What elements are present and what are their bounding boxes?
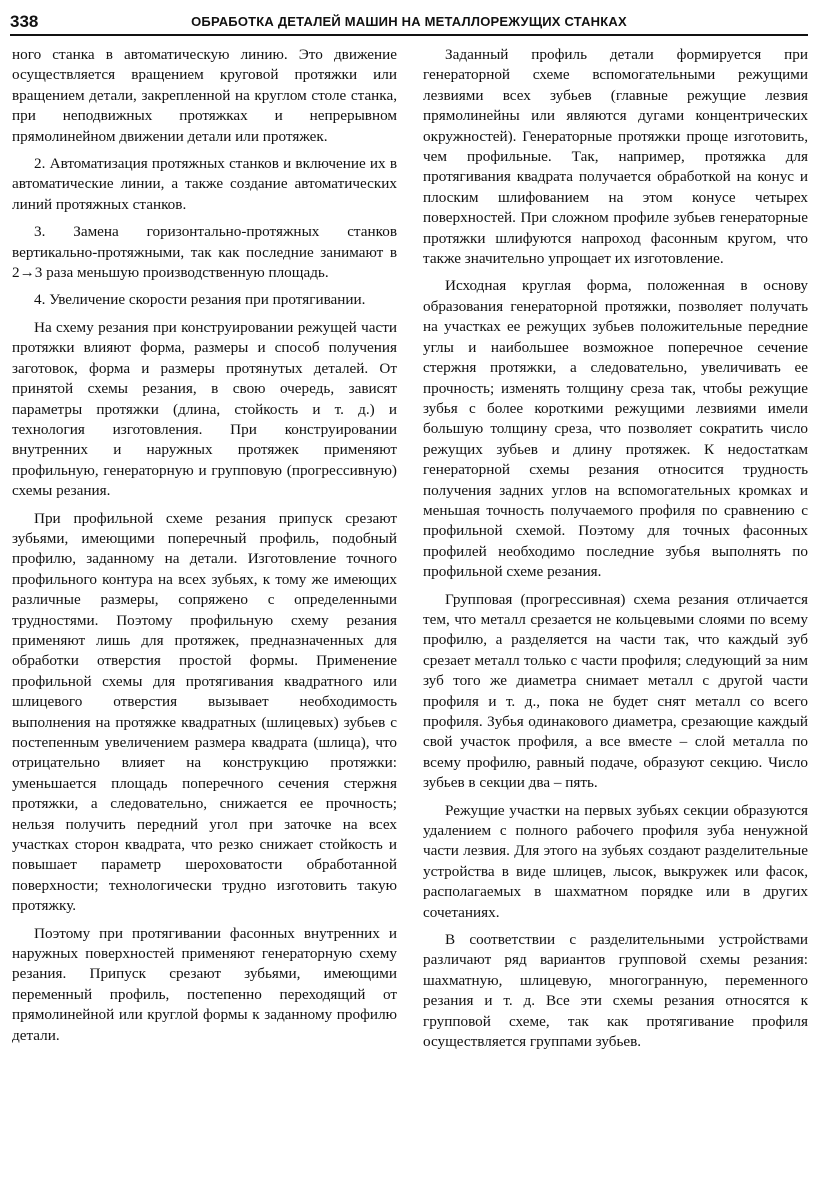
paragraph: На схему резания при конструировании режущей части протяжки влияют форма, размеры и способ получения заготовок, форма и размеры протянутых деталей. От принятой схемы резания, в свою очередь, зависят параметры протяжки (длина, стойкость и т. д.) и технология изготовления. При конструировании внутренних и наружных протяжек применяют профильную, генераторную и групповую (прогрессивную) схемы резания. [12,318,397,500]
paragraph: 2. Автоматизация протяжных станков и включение их в автоматические линии, а также создание автоматических линий протяжных станков. [12,155,397,213]
left-column [12,45,397,1195]
running-title: ОБРАБОТКА ДЕТАЛЕЙ МАШИН НА МЕТАЛЛОРЕЖУЩИХ СТАНКАХ [191,14,627,29]
paragraph: В соответствии с разделительными устройствами различают ряд вариантов групповой схемы резания: шахматную, шлицевую, многогранную, переменного резания и т. д. Все эти схемы резания относятся к групповой схеме, так как протягивание профиля осуществляется группами зубьев. [423,931,808,1051]
paragraph: При профильной схеме резания припуск срезают зубьями, имеющими поперечный профиль, подобный профилю, заданному на детали. Изготовление точного профильного контура на всех зубьях, к тому же имеющих различные размеры, сопряжено с определенными трудностями. Поэтому профильную схему резания применяют лишь для протяжек, предназначенных для обработки отверстия простой формы. Применение профильной схемы для протягивания квадратного или шлицевого отверстия вызывает необходимость выполнения на протяжке квадратных (шлицевых) зубьев с постепенным увеличением размера квадрата (шлица), что отрицательно влияет на конструкцию протяжки: уменьшается площадь поперечного сечения стержня протяжки, а следовательно, снижается ее прочность; нельзя получить передний угол при заточке на всех участках сторон квадрата, что резко снижает стойкость и повышает параметр шероховатости обработанной поверхности; технологически трудно изготовить такую протяжку. [12,509,397,915]
right-column [423,45,808,1195]
paragraph: Исходная круглая форма, положенная в основу образования генераторной протяжки, позволяет получать на участках ее режущих зубьев положительные передние углы и наибольшее возможное поперечное сечение стержня протяжки, а следовательно, увеличивать ее прочность; изменять толщину среза так, чтобы режущие зубья с более короткими режущими лезвиями имели большую толщину среза, что позволяет сократить число режущих зубьев и длину протяжек. К недостаткам генераторной схемы резания относится трудность получения задних углов на вспомогательных кромках и меньшая точность получаемого профиля по сравнению с профильной схемой. Поэтому для точных фасонных профилей необходимо последние зубья выполнять по профильной схеме резания. [423,277,808,581]
page-header [10,8,808,36]
paragraph: Групповая (прогрессивная) схема резания отличается тем, что металл срезается не кольцевыми слоями по всему профилю, а разделяется на части так, что каждый зуб срезает металл только с части профиля; следующий за ним зуб того же диаметра снимает металл с другой части профиля и т. д., пока не будет снят металл со всего профиля. Зубья одинакового диаметра, срезающие каждый свой участок профиля, а все вместе – слой металла по всему профилю, равный подаче, образуют секцию. Число зубьев в секции два – пять. [423,590,808,792]
page-number: 338 [10,12,39,31]
paragraph: 4. Увеличение скорости резания при протягивании. [34,291,366,309]
paragraph: ного станка в автоматическую линию. Это движение осуществляется вращением круговой протяжки или вращением детали, закрепленной на круглом столе станка, при неподвижных протяжках и непрерывном прямолинейном движении детали или протяжек. [12,46,397,145]
paragraph: Поэтому при протягивании фасонных внутренних и наружных поверхностей применяют генераторную схему резания. Припуск срезают зубьями, имеющими переменный профиль, постепенно переходящий от прямолинейной или круглой формы к заданному профилю детали. [12,924,397,1044]
paragraph: Режущие участки на первых зубьях секции образуются удалением с полного рабочего профиля зуба ненужной части лезвия. Для этого на зубьях создают разделительные устройства в виде шлицев, лысок, выкружек или фасок, располагаемых в шахматном порядке или в других сочетаниях. [423,801,808,921]
paragraph: Заданный профиль детали формируется при генераторной схеме вспомогательными режущими лезвиями всех зубьев (главные режущие лезвия прямолинейны или являются дугами концентрических окружностей). Генераторные протяжки проще изготовить, чем профильные. Так, например, протяжка для протягивания квадрата получается обработкой на конус и плоским шлифованием на этом конусе четырех поверхностей. При сложном профиле зубьев генераторные протяжки шлифуются напроход фасонным кругом, что также значительно упрощает их изготовление. [423,46,808,268]
paragraph: 3. Замена горизонтально-протяжных станков вертикально-протяжными, так как последние занимают в 2→3 раза меньшую производственную площадь. [12,223,397,282]
